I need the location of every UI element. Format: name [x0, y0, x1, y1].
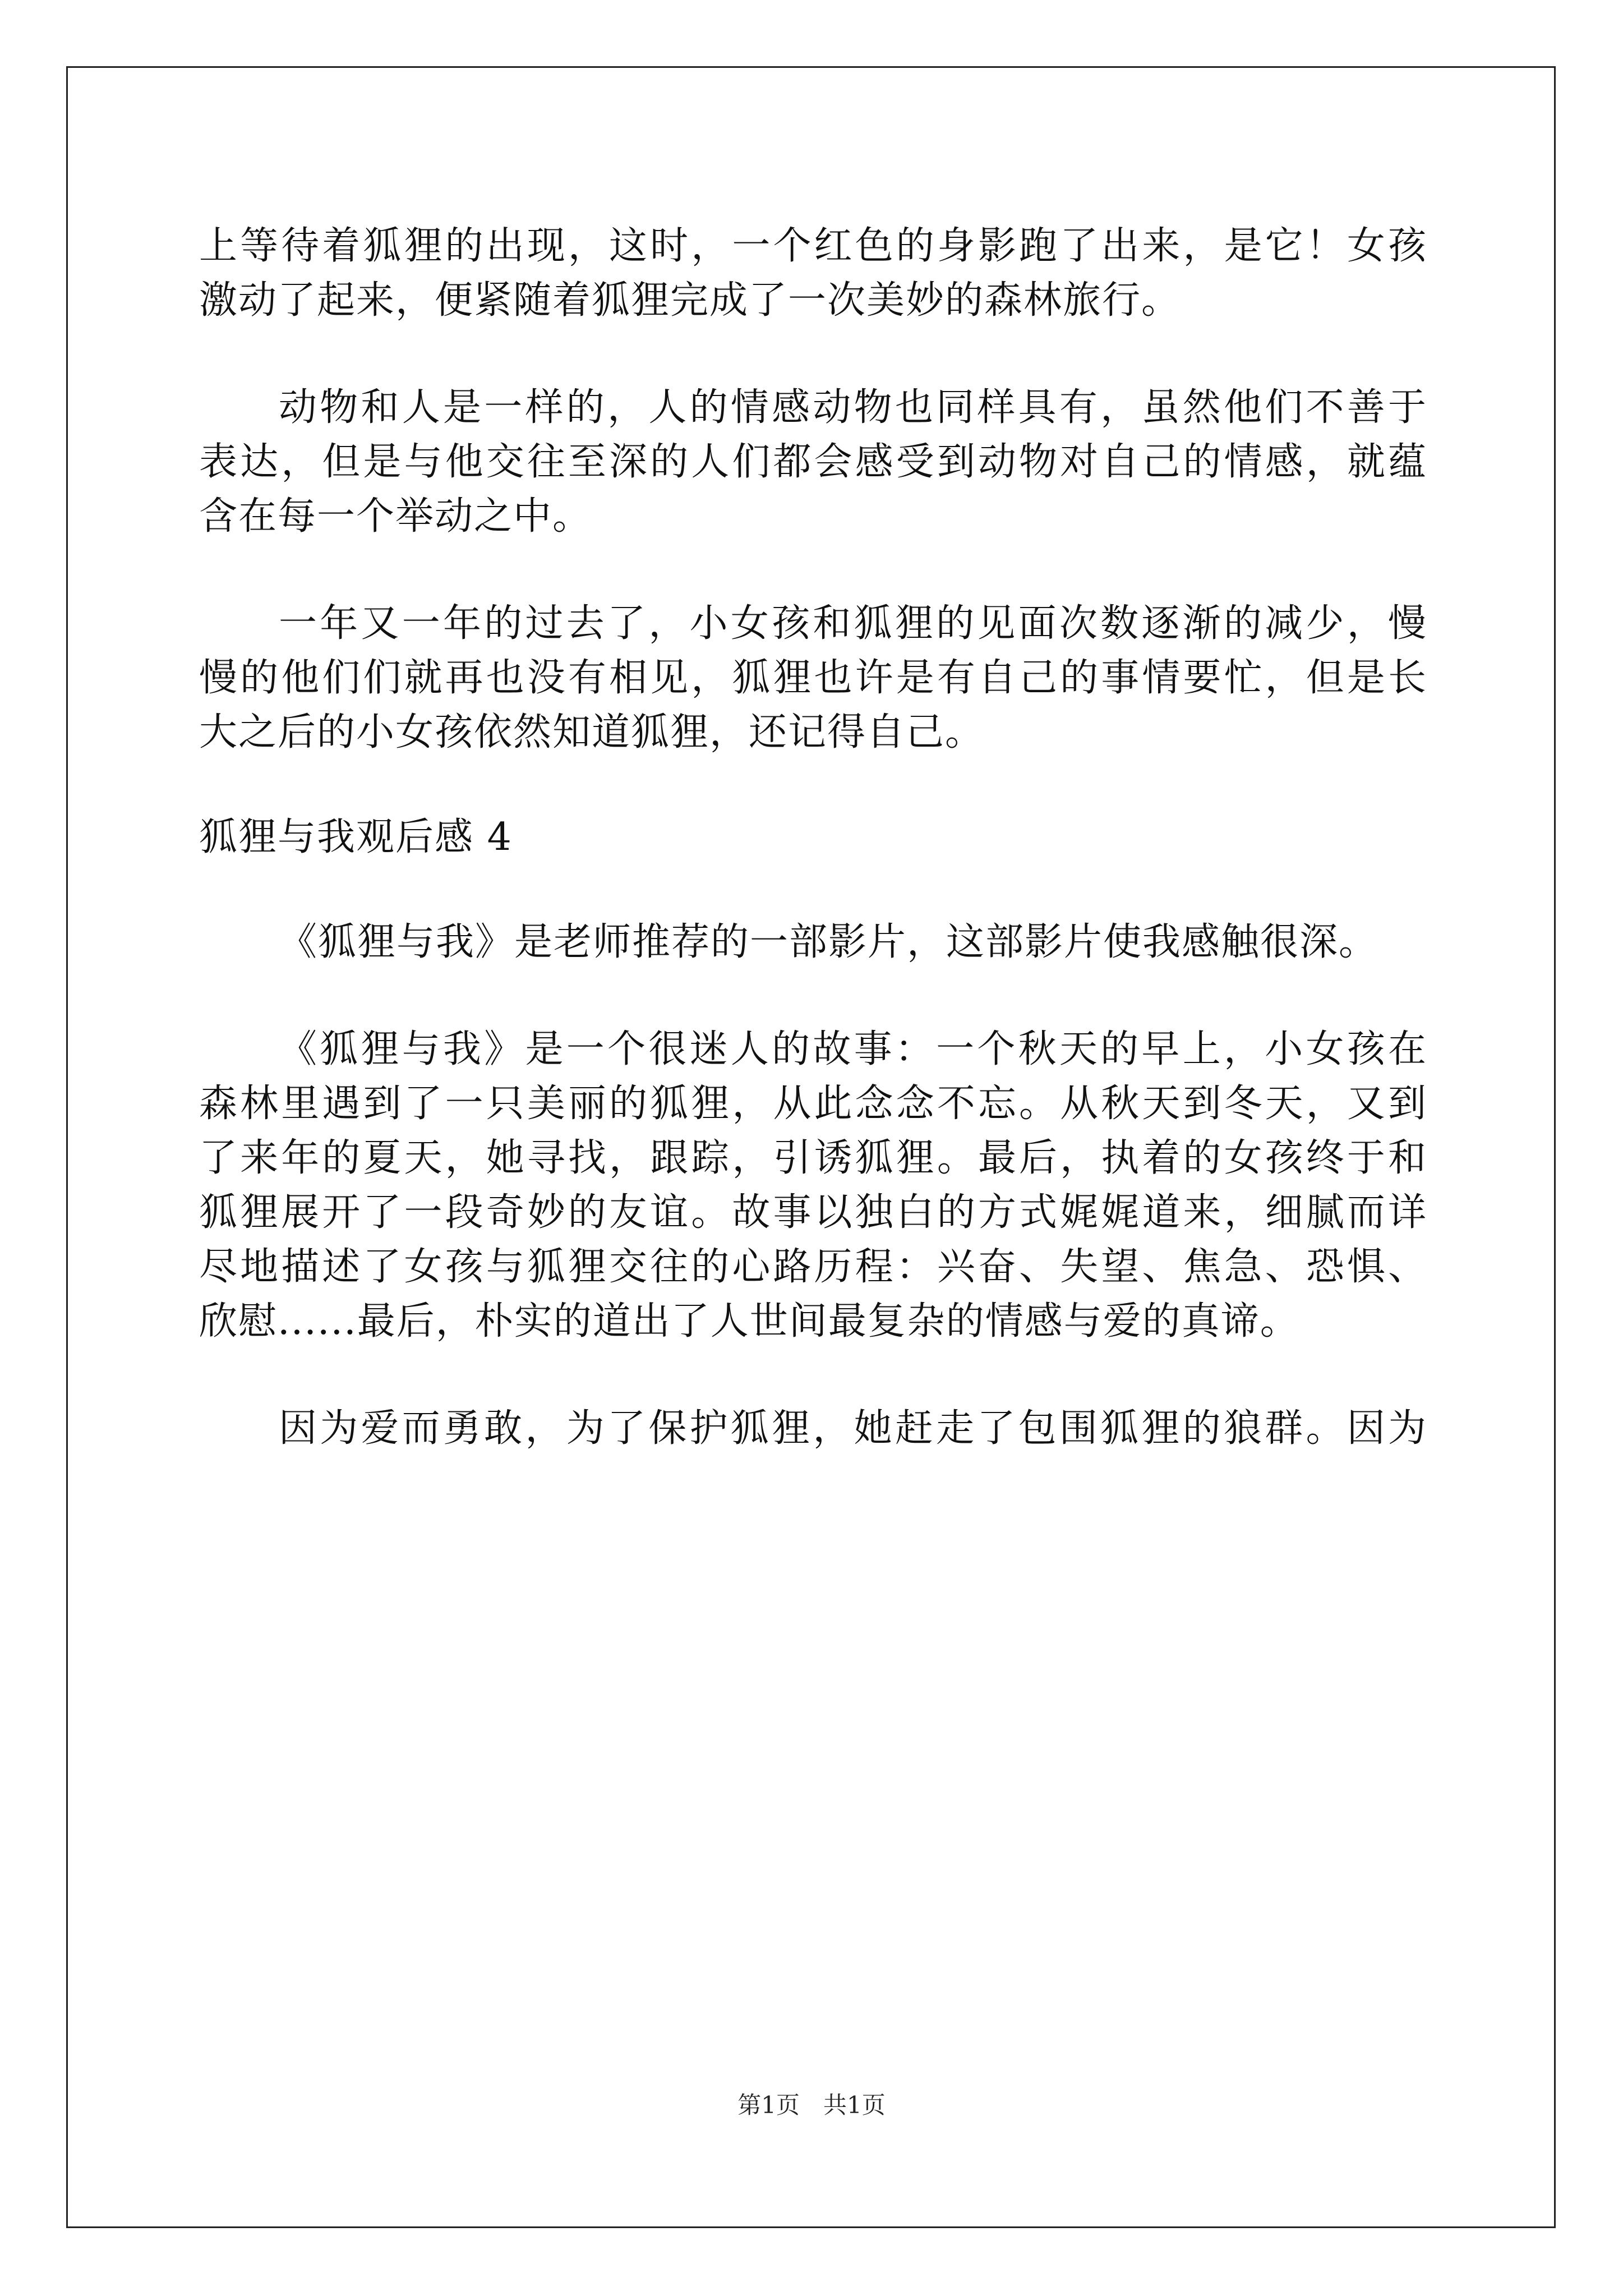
paragraph-line: 尽地描述了女孩与狐狸交往的心路历程：兴奋、失望、焦急、恐惧、: [199, 1245, 1427, 1289]
paragraph-line: 了来年的夏天，她寻找，跟踪，引诱狐狸。最后，执着的女孩终于和: [199, 1136, 1427, 1180]
paragraph-gap: [199, 544, 1427, 596]
paragraph-gap: [199, 760, 1427, 810]
paragraph-line: 欣慰......最后，朴实的道出了人世间最复杂的情感与爱的真谛。: [199, 1299, 1299, 1343]
paragraph-gap: [199, 864, 1427, 915]
paragraph-gap: [199, 328, 1427, 380]
paragraph-line: 《狐狸与我》是老师推荐的一部影片，这部影片使我感触很深。: [279, 920, 1378, 964]
paragraph-line: 大之后的小女孩依然知道狐狸，还记得自己。: [199, 710, 985, 754]
paragraph-line: 动物和人是一样的，人的情感动物也同样具有，虽然他们不善于: [279, 385, 1427, 430]
paragraph-gap: [199, 1349, 1427, 1401]
paragraph-line: 表达，但是与他交往至深的人们都会感受到动物对自己的情感，就蕴: [199, 440, 1427, 484]
paragraph-line: 一年又一年的过去了，小女孩和狐狸的见面次数逐渐的减少，慢: [279, 601, 1427, 646]
paragraph-line: 因为爱而勇敢，为了保护狐狸，她赶走了包围狐狸的狼群。因为: [279, 1406, 1427, 1451]
paragraph-line: 狐狸展开了一段奇妙的友谊。故事以独白的方式娓娓道来，细腻而详: [199, 1190, 1427, 1235]
paragraph-gap: [199, 969, 1427, 1022]
paragraph-line: 森林里遇到了一只美丽的狐狸，从此念念不忘。从秋天到冬天，又到: [199, 1082, 1427, 1126]
page-footer: 第1页 共1页: [737, 2091, 886, 2119]
paragraph-line: 《狐狸与我》是一个很迷人的故事：一个秋天的早上，小女孩在: [279, 1027, 1427, 1071]
paragraph-line: 上等待着狐狸的出现，这时，一个红色的身影跑了出来，是它！女孩: [199, 224, 1427, 268]
section-heading: 狐狸与我观后感 4: [199, 815, 513, 859]
paragraph-line: 慢的他们们就再也没有相见，狐狸也许是有自己的事情要忙，但是长: [199, 656, 1427, 700]
paragraph-line: 激动了起来，便紧随着狐狸完成了一次美妙的森林旅行。: [199, 278, 1181, 323]
paragraph-line: 含在每一个举动之中。: [199, 494, 592, 539]
document-body: [199, 219, 1427, 1456]
